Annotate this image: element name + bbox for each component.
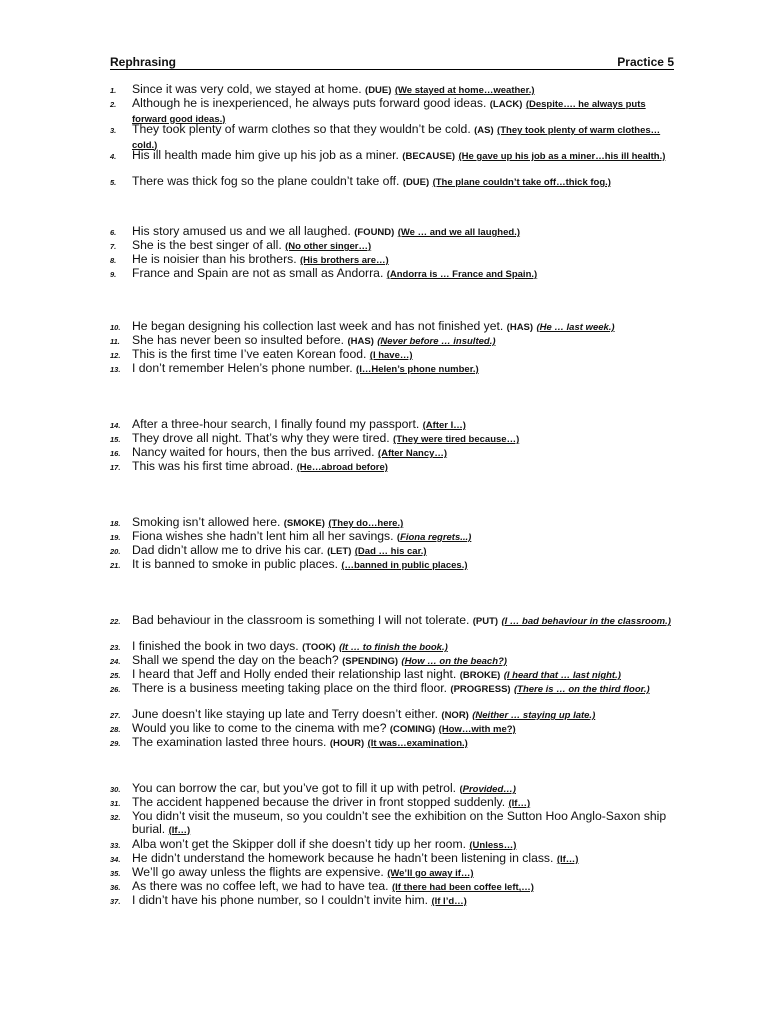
- exercise-sentence: Nancy waited for hours, then the bus arrived.: [132, 445, 375, 459]
- exercise-number: 30.: [110, 785, 121, 794]
- rephrase-hint: (If…): [508, 798, 531, 809]
- rephrase-hint: (The plane couldn’t take off…thick fog.): [432, 177, 611, 188]
- exercise-sentence: It is banned to smoke in public places.: [132, 557, 338, 571]
- rephrase-hint: (If I’d…): [431, 896, 467, 907]
- exercise-text: [132, 460, 682, 475]
- exercise-number: 28.: [110, 725, 121, 734]
- exercise-number: 21.: [110, 561, 121, 570]
- exercise-sentence: Fiona wishes she hadn’t lent him all her savings.: [132, 529, 394, 543]
- rephrase-hint: (Neither … staying up late.): [472, 710, 596, 721]
- keyword: (HOUR): [329, 738, 365, 749]
- exercise-text: [132, 558, 682, 573]
- exercise-sentence: Since it was very cold, we stayed at home.: [132, 82, 362, 96]
- exercise-text: [132, 736, 682, 751]
- exercise-number: 16.: [110, 449, 121, 458]
- rephrase-hint: (I … bad behaviour in the classroom.): [501, 616, 671, 627]
- exercise-sentence: I heard that Jeff and Holly ended their relationship last night.: [132, 667, 457, 681]
- rephrase-hint: (We … and we all laughed.): [397, 227, 521, 238]
- rephrase-hint: (How…with me?): [438, 724, 516, 735]
- exercise-number: 13.: [110, 365, 121, 374]
- rephrase-hint: (We’ll go away if…): [387, 868, 474, 879]
- exercise-sentence: There was thick fog so the plane couldn’t take off.: [132, 174, 400, 188]
- exercise-item: [110, 894, 682, 909]
- exercise-sentence: He didn’t understand the homework because he hadn’t been listening in class.: [132, 851, 554, 865]
- rephrase-hint: (He … last week.): [536, 322, 615, 333]
- keyword: (AS): [474, 125, 494, 136]
- keyword: (FOUND): [354, 227, 395, 238]
- worksheet-header: [110, 55, 674, 70]
- rephrase-hint: (After Nancy…): [377, 448, 448, 459]
- exercise-number: 36.: [110, 883, 121, 892]
- exercise-item: [110, 614, 682, 629]
- exercise-number: 23.: [110, 643, 121, 652]
- exercise-sentence: They took plenty of warm clothes so that they wouldn’t be cold.: [132, 122, 471, 136]
- exercise-sentence: France and Spain are not as small as Andorra.: [132, 266, 384, 280]
- rephrase-hint: (There is … on the third floor.): [514, 684, 650, 695]
- exercise-number: 10.: [110, 323, 121, 332]
- keyword: (COMING): [389, 724, 436, 735]
- rephrase-hint: Provided…): [462, 784, 516, 795]
- exercise-sentence: I finished the book in two days.: [132, 639, 299, 653]
- keyword: (DUE): [402, 177, 430, 188]
- keyword: (SPENDING): [342, 656, 399, 667]
- exercise-item: [110, 682, 682, 697]
- exercise-sentence: They drove all night. That’s why they were tired.: [132, 431, 390, 445]
- exercise-number: 35.: [110, 869, 121, 878]
- exercise-sentence: He is noisier than his brothers.: [132, 252, 297, 266]
- exercise-number: 9.: [110, 270, 117, 279]
- exercise-text: [132, 894, 682, 909]
- exercise-sentence: The accident happened because the driver in front stopped suddenly.: [132, 795, 506, 809]
- keyword: (LACK): [489, 99, 523, 110]
- keyword: (TOOK): [302, 642, 336, 653]
- rephrase-hint: (If…): [556, 854, 579, 865]
- exercise-sentence: There is a business meeting taking place on the third floor.: [132, 681, 448, 695]
- rephrase-hint: (They do…here.): [328, 518, 404, 529]
- exercise-item: [110, 558, 682, 573]
- rephrase-hint: (Despite…. he always puts forward good ideas.): [132, 99, 646, 125]
- rephrase-hint: (Dad … his car.): [354, 546, 427, 557]
- rephrase-hint: (Never before … insulted.): [377, 336, 496, 347]
- exercise-item: [110, 175, 682, 190]
- exercise-number: 29.: [110, 739, 121, 748]
- exercise-text: [132, 267, 682, 282]
- keyword: (BROKE): [459, 670, 501, 681]
- exercise-number: 6.: [110, 228, 117, 237]
- exercise-number: 24.: [110, 657, 121, 666]
- rephrase-hint: (He gave up his job as a miner…his ill health.): [458, 151, 666, 162]
- exercise-number: 26.: [110, 685, 121, 694]
- exercise-number: 5.: [110, 178, 117, 187]
- keyword: (HAS): [347, 336, 374, 347]
- practice-label: Practice 5: [617, 55, 674, 69]
- exercise-text: [132, 682, 682, 697]
- exercise-sentence: As there was no coffee left, we had to have tea.: [132, 879, 389, 893]
- exercise-sentence: He began designing his collection last week and has not finished yet.: [132, 319, 504, 333]
- keyword: (HAS): [506, 322, 534, 333]
- rephrase-hint: (He…abroad before): [296, 462, 388, 473]
- exercise-number: 17.: [110, 463, 121, 472]
- exercise-number: 37.: [110, 897, 121, 906]
- exercise-sentence: She has never been so insulted before.: [132, 333, 345, 347]
- exercise-sentence: Would you like to come to the cinema with me?: [132, 721, 387, 735]
- exercise-sentence: This was his first time abroad.: [132, 459, 294, 473]
- rephrase-hint: (Andorra is … France and Spain.): [386, 269, 538, 280]
- rephrase-hint: (No other singer…): [285, 241, 372, 252]
- keyword: (SMOKE): [283, 518, 325, 529]
- exercise-item: [110, 267, 682, 282]
- exercise-sentence: The examination lasted three hours.: [132, 735, 327, 749]
- exercise-item: [110, 810, 682, 837]
- rephrase-hint: (If there had been coffee left,…): [391, 882, 534, 893]
- rephrase-hint: (It was…examination.): [367, 738, 468, 749]
- worksheet-title: Rephrasing: [110, 55, 177, 69]
- exercise-number: 12.: [110, 351, 121, 360]
- exercise-number: 20.: [110, 547, 121, 556]
- exercise-number: 31.: [110, 799, 121, 808]
- exercise-sentence: I didn’t have his phone number, so I couldn’t invite him.: [132, 893, 429, 907]
- rephrase-hint: (How … on the beach?): [401, 656, 507, 667]
- exercise-text: [132, 175, 682, 190]
- keyword: (: [459, 784, 463, 795]
- exercise-sentence: She is the best singer of all.: [132, 238, 282, 252]
- rephrase-hint: (Unless…): [469, 840, 517, 851]
- keyword: (PUT): [472, 616, 499, 627]
- keyword: (LET): [327, 546, 352, 557]
- exercise-number: 8.: [110, 256, 117, 265]
- exercise-number: 4.: [110, 152, 117, 161]
- exercise-text: [132, 149, 682, 164]
- exercise-text: [132, 362, 682, 377]
- rephrase-hint: (We stayed at home…weather.): [394, 85, 535, 96]
- rephrase-hint: (They were tired because…): [393, 434, 520, 445]
- exercise-sentence: His ill health made him give up his job as a miner.: [132, 148, 399, 162]
- exercise-number: 19.: [110, 533, 121, 542]
- rephrase-hint: Fiona regrets...): [400, 532, 472, 543]
- keyword: (: [396, 532, 401, 543]
- exercise-text: [132, 614, 682, 629]
- exercise-sentence: After a three-hour search, I finally found my passport.: [132, 417, 420, 431]
- exercise-number: 3.: [110, 126, 117, 135]
- keyword: (DUE): [365, 85, 392, 96]
- exercise-item: [110, 460, 682, 475]
- rephrase-hint: (I heard that … last night.): [503, 670, 621, 681]
- exercise-sentence: June doesn’t like staying up late and Terry doesn’t either.: [132, 707, 439, 721]
- exercise-sentence: Although he is inexperienced, he always puts forward good ideas.: [132, 96, 487, 110]
- exercise-number: 25.: [110, 671, 121, 680]
- exercise-item: [110, 736, 682, 751]
- rephrase-hint: (After I…): [422, 420, 466, 431]
- exercise-number: 32.: [110, 813, 121, 822]
- exercise-item: [110, 149, 682, 164]
- rephrase-hint: (His brothers are…): [300, 255, 389, 266]
- exercise-text: [132, 810, 682, 837]
- exercise-number: 1.: [110, 86, 117, 95]
- keyword: (PROGRESS): [450, 684, 511, 695]
- rephrase-hint: (I…Helen’s phone number.): [356, 364, 479, 375]
- exercise-number: 7.: [110, 242, 117, 251]
- exercise-sentence: Alba won’t get the Skipper doll if she doesn’t tidy up her room.: [132, 837, 466, 851]
- exercise-sentence: His story amused us and we all laughed.: [132, 224, 351, 238]
- exercise-number: 15.: [110, 435, 121, 444]
- exercise-number: 18.: [110, 519, 121, 528]
- exercise-number: 22.: [110, 617, 121, 626]
- exercise-number: 27.: [110, 711, 121, 720]
- exercise-number: 14.: [110, 421, 121, 430]
- keyword: (BECAUSE): [402, 151, 456, 162]
- exercise-item: [110, 362, 682, 377]
- exercise-sentence: Bad behaviour in the classroom is something I will not tolerate.: [132, 613, 470, 627]
- rephrase-hint: (…banned in public places.): [341, 560, 468, 571]
- rephrase-hint: (They took plenty of warm clothes…cold.): [132, 125, 661, 151]
- rephrase-hint: (I have…): [369, 350, 413, 361]
- exercise-sentence: You can borrow the car, but you’ve got to fill it up with petrol.: [132, 781, 457, 795]
- exercise-number: 33.: [110, 841, 121, 850]
- rephrase-hint: (If…): [168, 824, 191, 836]
- exercise-sentence: You didn’t visit the museum, so you couldn’t see the exhibition on the Sutton Hoo Anglo-Saxon ship burial.: [132, 809, 667, 836]
- exercise-number: 2.: [110, 100, 117, 109]
- exercise-sentence: I don’t remember Helen’s phone number.: [132, 361, 353, 375]
- exercise-number: 34.: [110, 855, 121, 864]
- exercise-sentence: Dad didn’t allow me to drive his car.: [132, 543, 324, 557]
- exercise-sentence: Shall we spend the day on the beach?: [132, 653, 339, 667]
- rephrase-hint: (It … to finish the book.): [339, 642, 448, 653]
- exercise-number: 11.: [110, 337, 120, 346]
- exercise-sentence: Smoking isn’t allowed here.: [132, 515, 281, 529]
- exercise-sentence: We’ll go away unless the flights are expensive.: [132, 865, 384, 879]
- keyword: (NOR): [441, 710, 469, 721]
- exercise-sentence: This is the first time I’ve eaten Korean food.: [132, 347, 367, 361]
